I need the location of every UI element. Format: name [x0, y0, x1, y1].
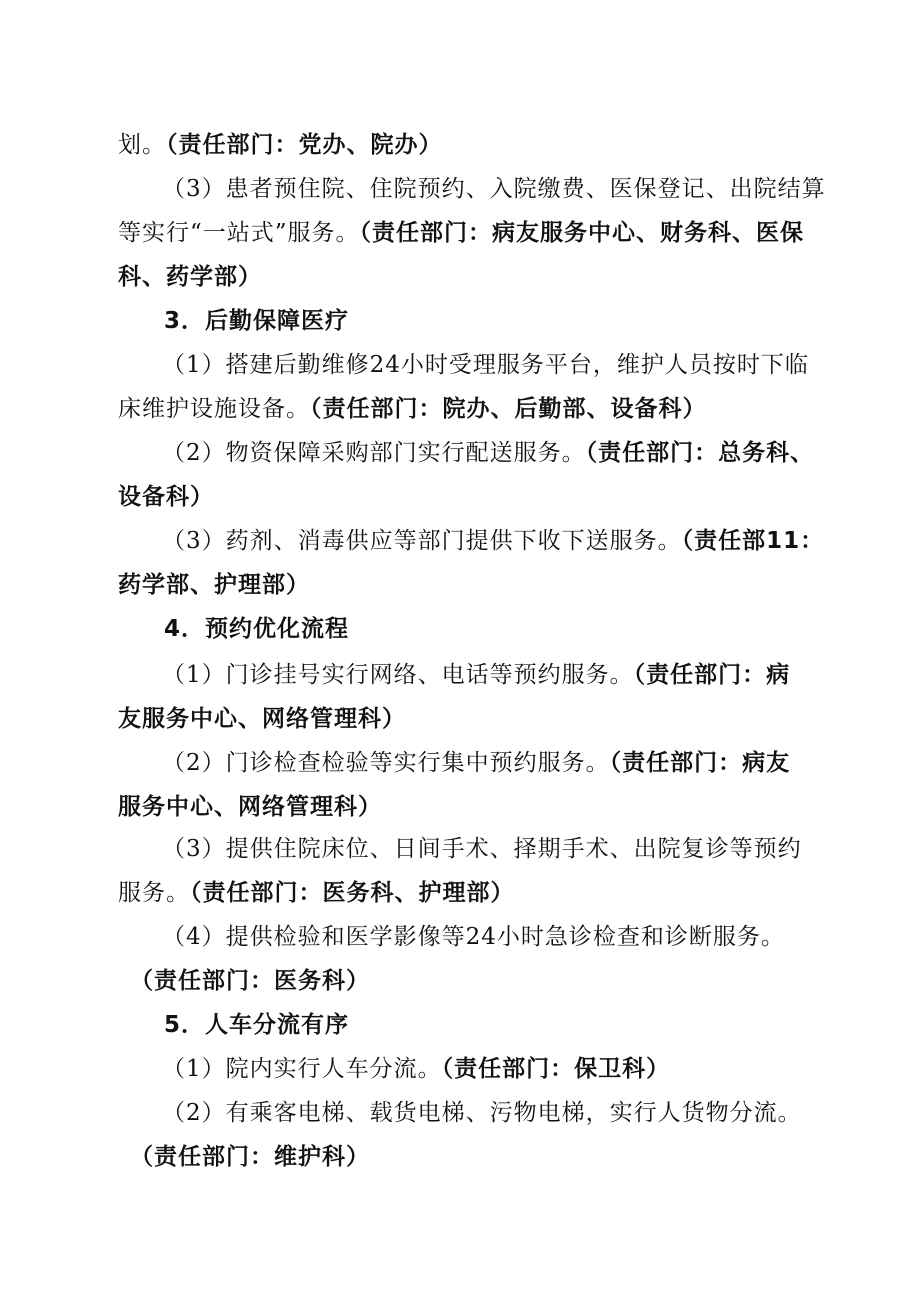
section-heading: 4．预约优化流程 — [164, 616, 350, 642]
paragraph-line — [162, 748, 882, 778]
responsible-dept: （责任部门：医务科、护理部） — [190, 880, 515, 906]
responsible-dept: （责任部门：病友 — [609, 750, 791, 776]
body-text: （2）门诊检查检验等实行集中预约服务。 — [162, 750, 610, 776]
paragraph-line — [162, 174, 882, 204]
responsible-dept: 设备科） — [118, 484, 214, 510]
paragraph-line — [118, 218, 838, 248]
body-text: 服务。 — [118, 880, 190, 906]
responsible-dept: 服务中心、网络管理科） — [118, 794, 382, 820]
body-text: （3）患者预住院、住院预约、入院缴费、医保登记、出院结算 — [162, 176, 826, 202]
body-text: （2）有乘客电梯、载货电梯、污物电梯，实行人货物分流。 — [162, 1100, 802, 1126]
paragraph-line — [130, 966, 850, 996]
paragraph-line — [162, 438, 882, 468]
body-text: （3）提供住院床位、日间手术、择期手术、出院复诊等预约 — [162, 836, 802, 862]
paragraph-line — [162, 350, 882, 380]
responsible-dept: 药学部、护理部） — [118, 572, 310, 598]
paragraph-line — [118, 704, 838, 734]
paragraph-line — [162, 660, 882, 690]
responsible-dept: （责任部门：总务科、 — [585, 440, 815, 466]
paragraph-line — [130, 1142, 850, 1172]
section-heading: 3．后勤保障医疗 — [164, 308, 350, 334]
paragraph-line — [118, 130, 838, 160]
body-text: （1）搭建后勤维修24小时受理服务平台，维护人员按时下临 — [162, 352, 809, 378]
responsible-dept: （责任部门：病友服务中心、财务科、医保 — [359, 220, 805, 246]
responsible-dept: （责任部门：保卫科） — [441, 1056, 671, 1082]
responsible-dept: （责任部门：病 — [633, 662, 791, 688]
responsible-dept: （责任部门：院办、后勤部、设备科） — [310, 396, 707, 422]
body-text: 床维护设施设备。 — [118, 396, 310, 422]
responsible-dept: （责任部门：维护科） — [130, 1144, 370, 1170]
section-heading: 5．人车分流有序 — [164, 1012, 350, 1038]
responsible-dept: （责任部门：医务科） — [130, 968, 370, 994]
paragraph-line — [162, 526, 882, 556]
body-text: 等实行“一站式”服务。 — [118, 220, 360, 246]
responsible-dept: 友服务中心、网络管理科） — [118, 706, 406, 732]
body-text: （1）院内实行人车分流。 — [162, 1056, 442, 1082]
responsible-dept: （责任部门：党办、院办） — [166, 132, 443, 158]
body-text: 划。 — [118, 132, 166, 158]
paragraph-line — [162, 1054, 882, 1084]
paragraph-line — [162, 922, 882, 952]
paragraph-line — [118, 878, 838, 908]
paragraph-line — [162, 1098, 882, 1128]
paragraph-line — [118, 570, 838, 600]
body-text: （4）提供检验和医学影像等24小时急诊检查和诊断服务。 — [162, 924, 785, 950]
responsible-dept: （责任部11： — [681, 528, 825, 554]
paragraph-line — [118, 394, 838, 424]
paragraph-line — [118, 482, 838, 512]
responsible-dept: 科、药学部） — [118, 264, 262, 290]
body-text: （2）物资保障采购部门实行配送服务。 — [162, 440, 586, 466]
body-text: （3）药剂、消毒供应等部门提供下收下送服务。 — [162, 528, 682, 554]
paragraph-line — [162, 834, 882, 864]
paragraph-line — [118, 262, 838, 292]
paragraph-line — [118, 792, 838, 822]
body-text: （1）门诊挂号实行网络、电话等预约服务。 — [162, 662, 634, 688]
